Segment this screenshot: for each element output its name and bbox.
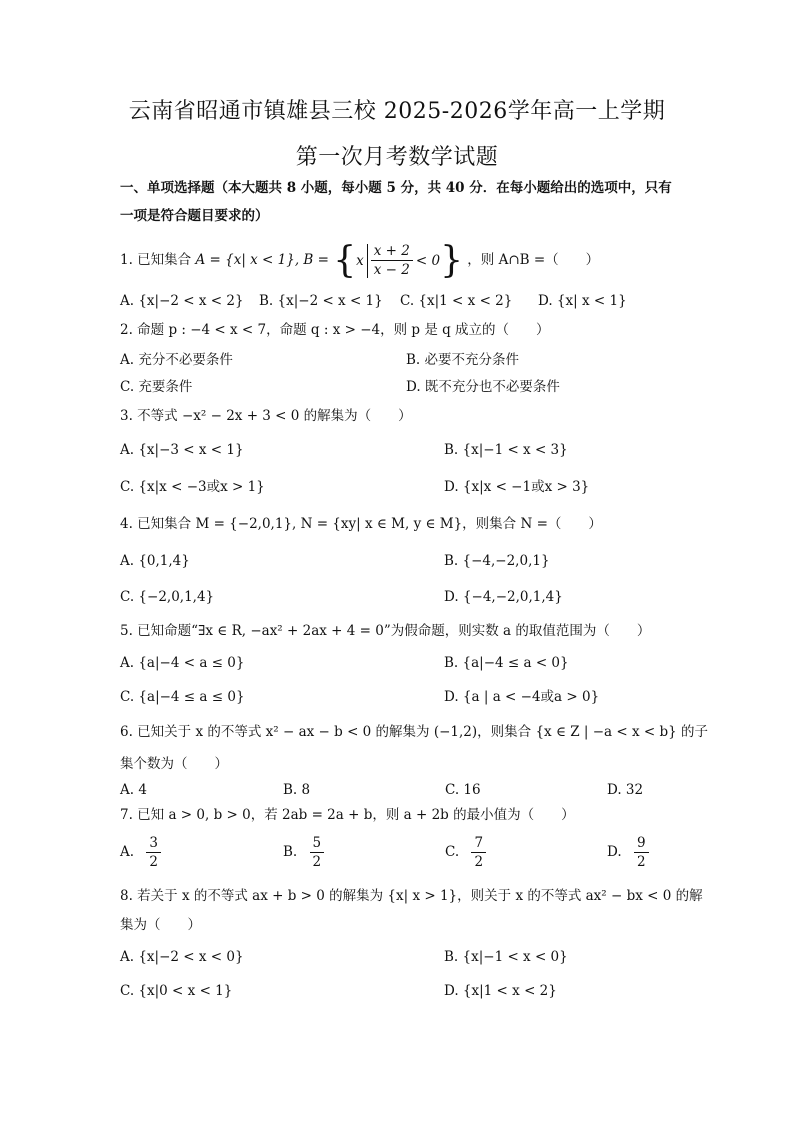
q5-option-b[interactable]: B. {a|−4 ≤ a < 0} bbox=[444, 655, 569, 671]
section-heading-line1: 一、单项选择题（本大题共 8 小题，每小题 5 分，共 40 分．在每小题给出的选项中，只有 bbox=[120, 180, 672, 196]
question-3: 3. 不等式 −x² − 2x + 3 < 0 的解集为（ ） bbox=[120, 408, 412, 424]
q6-option-a[interactable]: A. 4 bbox=[120, 782, 147, 798]
q2-option-a[interactable]: A. 充分不必要条件 bbox=[120, 352, 233, 368]
q5-option-c[interactable]: C. {a|−4 ≤ a ≤ 0} bbox=[120, 689, 245, 705]
q5-option-d[interactable]: D. {a | a < −4或a > 0} bbox=[444, 689, 600, 705]
q3-option-b[interactable]: B. {x|−1 < x < 3} bbox=[444, 442, 568, 458]
q1-prefix: 1. 已知集合 bbox=[120, 252, 192, 268]
question-5: 5. 已知命题“∃x ∈ R, −ax² + 2ax + 4 = 0”为假命题，则实数 a 的取值范围为（ ） bbox=[120, 623, 651, 639]
q7-option-b-fraction: $\frac{5}{2}$ bbox=[310, 834, 325, 871]
q4-option-c[interactable]: C. {−2,0,1,4} bbox=[120, 589, 215, 605]
q6-option-c[interactable]: C. 16 bbox=[445, 782, 481, 798]
q1-option-b[interactable]: B. {x|−2 < x < 1} bbox=[259, 293, 383, 309]
q1-option-a[interactable]: A. {x|−2 < x < 2} bbox=[120, 293, 244, 309]
exam-title-line2: 第一次月考数学试题 bbox=[295, 145, 499, 170]
question-8-line2: 集为（ ） bbox=[120, 917, 201, 933]
q5-option-a[interactable]: A. {a|−4 < a ≤ 0} bbox=[120, 655, 245, 671]
q1-fraction: $\frac{x + 2}{x - 2}$ bbox=[371, 242, 413, 279]
question-4: 4. 已知集合 M = {−2,0,1}, N = {xy| x ∈ M, y ∈ M}，则集合 N =（ ） bbox=[120, 516, 602, 532]
q6-option-b[interactable]: B. 8 bbox=[283, 782, 311, 798]
q1-option-c[interactable]: C. {x|1 < x < 2} bbox=[400, 293, 513, 309]
q8-option-a[interactable]: A. {x|−2 < x < 0} bbox=[120, 949, 244, 965]
q3-option-c[interactable]: C. {x|x < −3或x > 1} bbox=[120, 479, 265, 495]
q7-option-b[interactable]: B. $\frac{5}{2}$ bbox=[283, 834, 324, 871]
q4-option-b[interactable]: B. {−4,−2,0,1} bbox=[444, 553, 550, 569]
q3-option-d[interactable]: D. {x|x < −1或x > 3} bbox=[444, 479, 590, 495]
q3-option-a[interactable]: A. {x|−3 < x < 1} bbox=[120, 442, 244, 458]
question-6-line1: 6. 已知关于 x 的不等式 x² − ax − b < 0 的解集为 (−1,2)，则集合 {x ∈ Z | −a < x < b} 的子 bbox=[120, 724, 709, 740]
q1-option-d[interactable]: D. {x| x < 1} bbox=[538, 293, 627, 309]
q2-option-c[interactable]: C. 充要条件 bbox=[120, 379, 193, 395]
q8-option-d[interactable]: D. {x|1 < x < 2} bbox=[444, 983, 557, 999]
section-heading-line2: 一项是符合题目要求的） bbox=[120, 208, 269, 224]
q8-option-c[interactable]: C. {x|0 < x < 1} bbox=[120, 983, 233, 999]
q7-option-d[interactable]: D. $\frac{9}{2}$ bbox=[607, 834, 649, 871]
q1-set-b-label: , B = bbox=[294, 252, 329, 268]
section-heading bbox=[120, 174, 680, 230]
q4-option-d[interactable]: D. {−4,−2,0,1,4} bbox=[444, 589, 563, 605]
question-1 bbox=[120, 239, 680, 281]
q7-option-a-fraction: $\frac{3}{2}$ bbox=[146, 834, 161, 871]
q7-option-c[interactable]: C. $\frac{7}{2}$ bbox=[445, 834, 486, 871]
q7-option-c-fraction: $\frac{7}{2}$ bbox=[471, 834, 486, 871]
q8-option-b[interactable]: B. {x|−1 < x < 0} bbox=[444, 949, 568, 965]
q2-option-b[interactable]: B. 必要不充分条件 bbox=[406, 352, 520, 368]
q1-set-a: A = {x| x < 1} bbox=[195, 252, 295, 268]
q1-set-b: { x $\frac{x + 2}{x - 2}$ < 0 } bbox=[333, 239, 463, 281]
question-6-line2: 集个数为（ ） bbox=[120, 756, 228, 772]
q6-option-d[interactable]: D. 32 bbox=[607, 782, 644, 798]
question-2: 2. 命题 p : −4 < x < 7，命题 q : x > −4，则 p 是 q 成立的（ ） bbox=[120, 322, 550, 338]
q1-tail: ，则 A∩B =（ ） bbox=[467, 252, 600, 268]
q2-option-d[interactable]: D. 既不充分也不必要条件 bbox=[406, 379, 560, 395]
q7-option-d-fraction: $\frac{9}{2}$ bbox=[634, 834, 649, 871]
exam-title-line1: 云南省昭通市镇雄县三校 2025-2026学年高一上学期 bbox=[128, 99, 666, 124]
q4-option-a[interactable]: A. {0,1,4} bbox=[120, 553, 190, 569]
question-8-line1: 8. 若关于 x 的不等式 ax + b > 0 的解集为 {x| x > 1}，则关于 x 的不等式 ax² − bx < 0 的解 bbox=[120, 888, 703, 904]
question-7: 7. 已知 a > 0, b > 0，若 2ab = 2a + b，则 a + 2b 的最小值为（ ） bbox=[120, 807, 575, 823]
q7-option-a[interactable]: A. $\frac{3}{2}$ bbox=[120, 834, 161, 871]
